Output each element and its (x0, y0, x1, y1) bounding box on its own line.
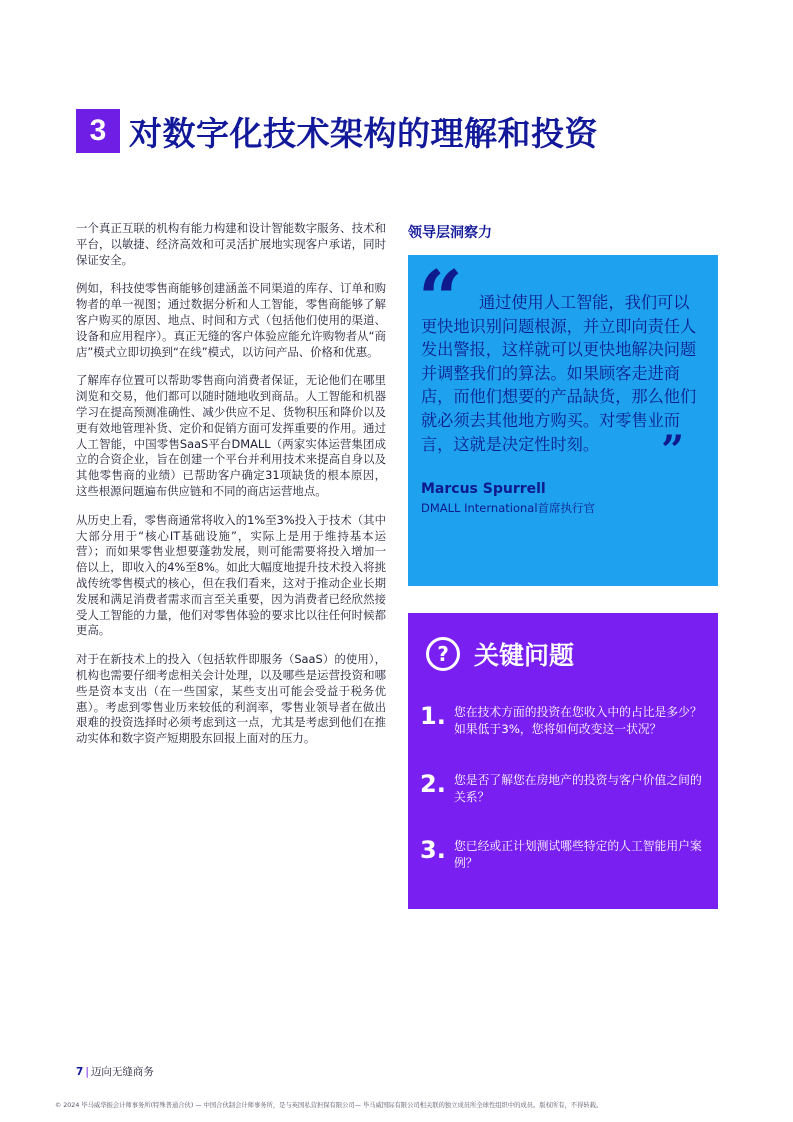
footer-separator: | (85, 1066, 89, 1078)
quote-text: 通过使用人工智能，我们可以更快地识别问题根源，并立即向责任人发出警报，这样就可以更快地解决问题并调整我们的算法。如果顾客走进商店，而他们想要的产品缺货，那么他们就必须去其他地方购买。对零售业而言，这就是决定性时刻。 (421, 293, 697, 454)
close-quote-icon: ” (661, 426, 685, 474)
key-questions-title: 关键问题 (474, 641, 575, 670)
question-text: 您是否了解您在房地产的投资与客户价值之间的关系？ (454, 773, 702, 804)
quote-text-block (421, 291, 705, 474)
page-footer (76, 1064, 154, 1079)
document-title: 迈向无缝商务 (90, 1066, 154, 1078)
quote-author-name: Marcus Spurrell (421, 480, 546, 497)
body-paragraph: 对于在新技术上的投入（包括软件即服务（SaaS）的使用），机构也需要仔细考虑相关会计处理，以及哪些是运营投资和哪些是资本支出（在一些国家，某些支出可能会受益于税务优惠）。考虑到零售业历来较低的利润率，零售业领导者在做出艰难的投资选择时必须考虑到这一点，尤其是考虑到他们在推动实体和数字资产短期股东回报上面对的压力。 (76, 652, 386, 746)
key-questions-box (408, 613, 718, 909)
question-number: 1. (420, 702, 446, 730)
question-text: 您已经或正计划测试哪些特定的人工智能用户案例？ (454, 839, 702, 870)
open-quote-icon: “ (418, 254, 463, 345)
body-paragraph: 了解库存位置可以帮助零售商向消费者保证，无论他们在哪里浏览和交易，他们都可以随时随地收到商品。人工智能和机器学习在提高预测准确性、减少供应不足、货物积压和降价以及更有效地管理补货、定价和促销方面可发挥重要的作用。通过人工智能，中国零售SaaS平台DMALL（两家实体运营集团成立的合资企业，旨在创建一个平台并利用技术来提高自身以及其他零售商的业绩）已帮助客户确定31项缺货的根本原因，这些根源问题遍布供应链和不同的商店运营地点。 (76, 373, 386, 498)
question-text: 您在技术方面的投资在您收入中的占比是多少？如果低于3%，您将如何改变这一状况？ (454, 705, 702, 736)
body-paragraph: 一个真正互联的机构有能力构建和设计智能数字服务、技术和平台，以敏捷、经济高效和可灵活扩展地实现客户承诺，同时保证安全。 (76, 221, 386, 267)
question-item (420, 769, 710, 806)
question-item (420, 835, 710, 872)
section-number-badge: 3 (76, 109, 120, 153)
page-number: 7 (76, 1066, 84, 1078)
key-questions-header (426, 636, 574, 672)
body-text-column (76, 221, 386, 760)
question-icon: ? (426, 637, 460, 671)
section-title: 对数字化技术架构的理解和投资 (129, 113, 598, 153)
quote-author-role: DMALL International首席执行官 (421, 500, 596, 515)
section-heading (76, 108, 598, 154)
leadership-insight-title: 领导层洞察力 (408, 225, 492, 241)
copyright-notice: © 2024 毕马威华振会计师事务所(特殊普通合伙) — 中国合伙制会计师事务所，是与英国私营担保有限公司— 毕马威国际有限公司相关联的独立成员所全球性组织中的成员。版权所有，不得转载。 (55, 1102, 603, 1109)
quote-box (408, 255, 718, 586)
body-paragraph: 例如，科技使零售商能够创建涵盖不同渠道的库存、订单和购物者的单一视图；通过数据分析和人工智能，零售商能够了解客户购买的原因、地点、时间和方式（包括他们使用的渠道、设备和应用程序）。真正无缝的客户体验应能允许购物者从“商店”模式立即切换到“在线”模式，以访问产品、价格和优惠。 (76, 281, 386, 359)
question-number: 3. (420, 836, 446, 864)
body-paragraph: 从历史上看，零售商通常将收入的1%至3%投入于技术（其中大部分用于“核心IT基础设施”，实际上是用于维持基本运营）；而如果零售业想要蓬勃发展，则可能需要将投入增加一倍以上，即收入的4%至8%。如此大幅度地提升技术投入将挑战传统零售模式的核心，但在我们看来，这对于推动企业长期发展和满足消费者需求而言至关重要，因为消费者已经欣然接受人工智能的力量，他们对零售体验的要求比以往任何时候都更高。 (76, 512, 386, 638)
question-item (420, 701, 710, 738)
question-number: 2. (420, 770, 446, 798)
